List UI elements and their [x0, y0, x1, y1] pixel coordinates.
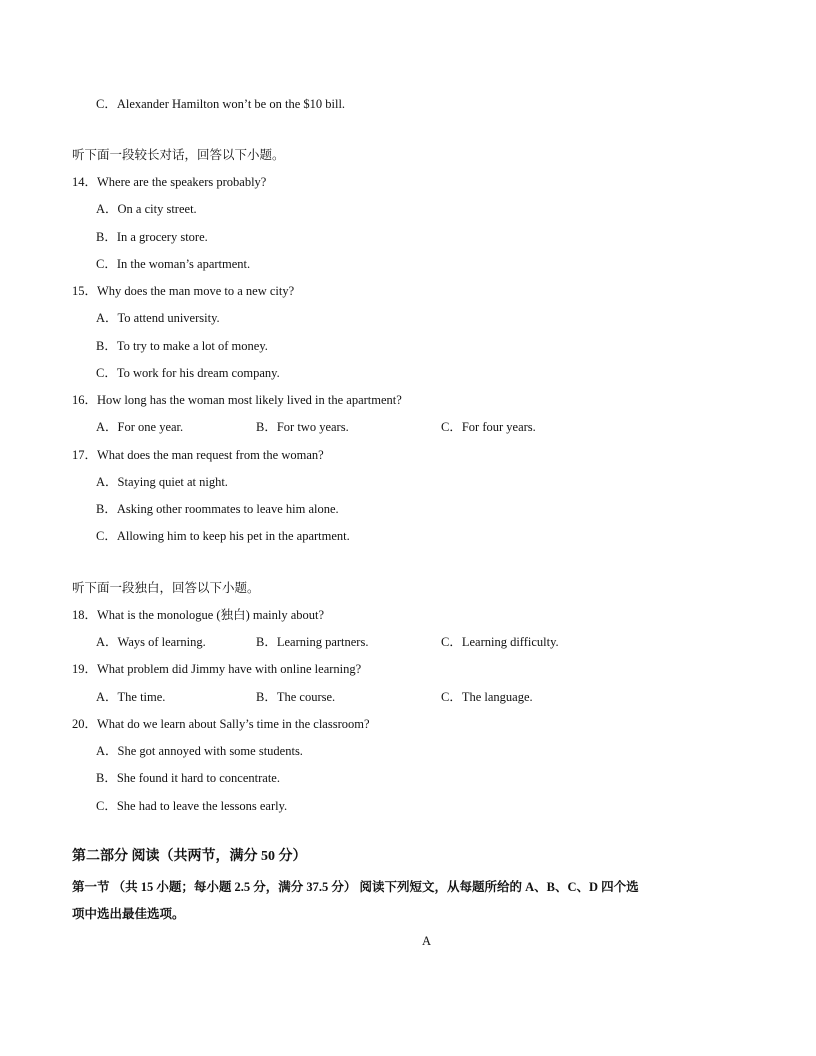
option-15a: A．To attend university.: [96, 311, 220, 325]
option-16c: C．For four years.: [441, 420, 536, 434]
option-14c: C．In the woman’s apartment.: [96, 257, 251, 271]
option-14a: A．On a city street.: [96, 202, 197, 216]
option-17c: C．Allowing him to keep his pet in the apartment.: [96, 529, 350, 543]
option-20a: A．She got annoyed with some students.: [96, 744, 303, 758]
option-16b: B．For two years.: [256, 420, 349, 434]
option-20c: C．She had to leave the lessons early.: [96, 799, 288, 813]
option-14b: B．In a grocery store.: [96, 230, 208, 244]
question-17: 17．What does the man request from the woman?: [72, 448, 324, 462]
option-18b: B．Learning partners.: [256, 635, 369, 649]
option-19a: A．The time.: [96, 690, 166, 704]
passage-label: A: [422, 934, 432, 948]
question-19: 19．What problem did Jimmy have with online learning?: [72, 662, 362, 676]
option-19b: B．The course.: [256, 690, 336, 704]
option-18c: C．Learning difficulty.: [441, 635, 559, 649]
option-13c: C．Alexander Hamilton won’t be on the $10 bill.: [96, 97, 346, 111]
instruction-monologue: 听下面一段独白，回答以下小题。: [72, 581, 260, 595]
option-18a: A．Ways of learning.: [96, 635, 206, 649]
option-15b: B．To try to make a lot of money.: [96, 339, 268, 353]
question-18: 18．What is the monologue (独白) mainly about?: [72, 608, 325, 622]
option-17a: A．Staying quiet at night.: [96, 475, 228, 489]
question-16: 16．How long has the woman most likely lived in the apartment?: [72, 393, 402, 407]
part2-heading: 第二部分 阅读（共两节，满分 50 分）: [72, 849, 307, 864]
option-16a: A．For one year.: [96, 420, 184, 434]
question-15: 15．Why does the man move to a new city?: [72, 284, 295, 298]
option-19c: C．The language.: [441, 690, 533, 704]
option-17b: B．Asking other roommates to leave him alone.: [96, 502, 339, 516]
option-20b: B．She found it hard to concentrate.: [96, 771, 280, 785]
question-20: 20．What do we learn about Sally’s time in the classroom?: [72, 717, 370, 731]
instruction-long-dialog: 听下面一段较长对话，回答以下小题。: [72, 148, 285, 162]
question-14: 14．Where are the speakers probably?: [72, 175, 267, 189]
section1-instructions-line2: 项中选出最佳选项。: [72, 907, 185, 921]
option-15c: C．To work for his dream company.: [96, 366, 280, 380]
section1-instructions-line1: 第一节 （共 15 小题；每小题 2.5 分，满分 37.5 分） 阅读下列短文，从每题所给的 A、B、C、D 四个选: [72, 880, 639, 894]
